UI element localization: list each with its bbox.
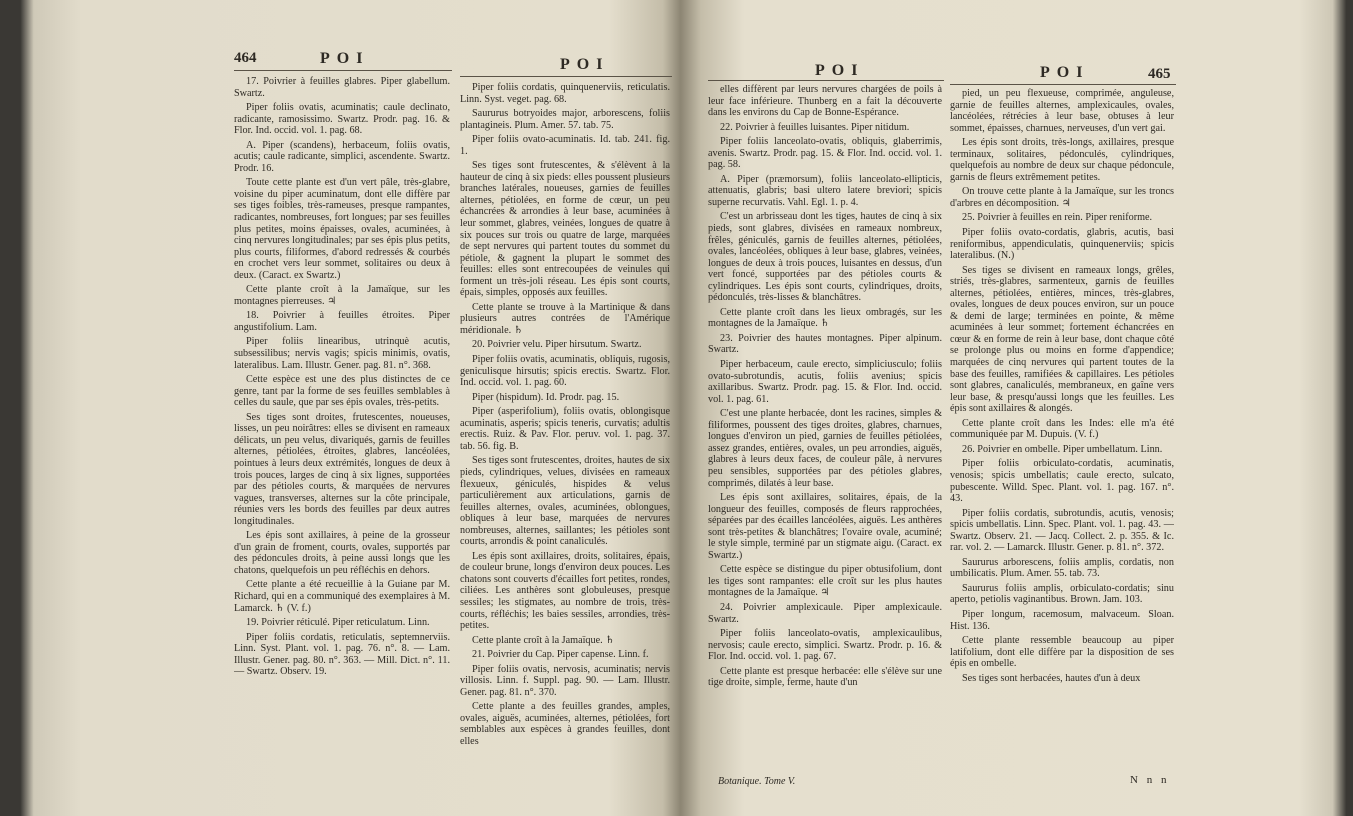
paragraph: Piper foliis cordatis, quinquenerviis, reticulatis. Linn. Syst. veget. pag. 68. (460, 82, 670, 105)
paragraph: Piper (hispidum). Id. Prodr. pag. 15. (472, 391, 620, 403)
paragraph: Piper foliis lanceolato-ovatis, amplexicaulibus, nervosis; caule erecto, simplici. Swartz. Prodr. p. 16. & Flor. Ind. occid. vol. 1. pag. 67. (708, 628, 942, 663)
paragraph: 20. Poivrier velu. Piper hirsutum. Swartz. (472, 339, 642, 351)
page-number-left: 464 (234, 50, 257, 66)
paragraph: Piper foliis orbiculato-cordatis, acuminatis, venosis; spicis umbellatis; caule erecto, sulcato, pubescente. Willd. Spec. Plant. vol. 1. pag. 167. n°. 43. (950, 458, 1174, 505)
header-rule-right (708, 80, 944, 81)
paragraph: Piper foliis ovatis, acuminatis; caule declinato, radicante, ramosissimo. Swartz. Prodr. pag. 16. & Flor. Ind. occid. vol. 1. pag. 68. (234, 102, 450, 137)
paragraph: 17. Poivrier à feuilles glabres. Piper glabellum. Swartz. (234, 76, 450, 99)
paragraph: Ses tiges sont frutescentes, & s'élèvent à la hauteur de cinq à six pieds: elles poussent plusieurs branches latérales, noueuses, garnies de feuilles alternes, pétiolées, en forme de cœur, un peu échancrées & arrondies à leur base, acuminées à leur sommet, glabres, veinées, longues de quatre à six pouces sur trois ou quatre de large, marquées de sept nervures qui partent toutes du sommet du pétiole, & gagnent la plupart le sommet des feuilles: elles sont entrecoupées de veinules qui forment un très-joli réseau. Les épis sont courts, épais, simples, opposés aux feuilles. (460, 160, 670, 299)
paragraph: Piper foliis ovatis, nervosis, acuminatis; nervis villosis. Linn. f. Suppl. pag. 90. — Lam. Illustr. Gener. pag. 81. n°. 370. (460, 663, 670, 698)
paragraph: Piper foliis ovatis, acuminatis, obliquis, rugosis, geniculisque hirsutis; spicis erectis. Swartz. Flor. Ind. occid. vol. 1. pag. 60. (460, 354, 670, 389)
paragraph: A. Piper (scandens), herbaceum, foliis ovatis, acutis; caule radicante, simplici, ascendente. Swartz. Prodr. 16. (234, 139, 450, 174)
running-head-right: POI (815, 62, 865, 79)
paragraph: 21. Poivrier du Cap. Piper capense. Linn. f. (472, 649, 649, 661)
paragraph: Saururus arborescens, foliis amplis, cordatis, non umbilicatis. Plum. Amer. 55. tab. 73. (950, 556, 1174, 580)
header-rule-right-col2 (950, 84, 1176, 85)
paragraph: Cette plante se trouve à la Martinique & dans plusieurs autres contrées de l'Amérique méridionale. ♄ (460, 301, 670, 336)
paragraph: 22. Poivrier à feuilles luisantes. Piper nitidum. (720, 121, 910, 133)
column-p465a (708, 84, 942, 784)
page-number-right: 465 (1148, 66, 1171, 82)
paragraph: C'est un arbrisseau dont les tiges, hautes de cinq à six pieds, sont glabres, divisées en rameaux nombreux, frêles, géniculés, garnis de feuilles alternes, pétiolées, ovales, lancéolées, obliques à leur base, glabres, veinées, longues de deux à trois pouces, luisantes en dessus, d'un vert foncé, supportées par des pétioles courts & cylindriques. Les épis sont courts, cylindriques, droits, pédonculés, très-lisses & blanchâtres. (708, 211, 942, 304)
paragraph: Saururus botryoides major, arborescens, foliis plantagineis. Plum. Amer. 57. tab. 75. (460, 108, 670, 131)
paragraph: Les épis sont axillaires, solitaires, épais, de la longueur des feuilles, composés de fleurs rapprochées, séparées par des écailles lancéolées, aiguës. Les anthères sont très-petites & blanchâtres; l'ovaire ovale, acuminé; le style simple, terminé par un stigmate aigu. (Caract. ex Swartz.) (708, 492, 942, 561)
paragraph: On trouve cette plante à la Jamaïque, sur les troncs d'arbres en décomposition. ♃ (950, 186, 1174, 209)
paragraph: Ses tiges sont frutescentes, droites, hautes de six pieds, cylindriques, velues, divisées en rameaux flexueux, géniculés, hispides & velus particulièrement aux articulations, garnis de feuilles alternes, ovales, acuminées, oblongues, obliques à leur base, marquées de nervures nombreuses, alternes, saillantes; les pétioles sont courts, arrondis & point canaliculés. (460, 455, 670, 548)
header-rule-left-col2 (460, 76, 672, 77)
column-p464b (460, 82, 670, 752)
running-head-right-col2: POI (1040, 64, 1090, 81)
header-rule-left (234, 70, 452, 71)
paragraph: C'est une plante herbacée, dont les racines, simples & filiformes, poussent des tiges droites, glabres, charnues, longues d'environ un pied, garnies de feuilles pétiolées, assez grandes, entières, ovales, un peu arrondies, aiguës, glabres à leurs deux faces, de couleur pâle, à nervures peu sensibles, supportées par des pétioles glabres, comprimés, dilatés à leur base. (708, 408, 942, 489)
paragraph: Les épis sont droits, très-longs, axillaires, presque terminaux, solitaires, pédonculés, cylindriques, quelquefois au nombre de deux sur chaque pédoncule, garnis de fleurs extrêmement petites. (950, 137, 1174, 183)
paragraph: 26. Poivrier en ombelle. Piper umbellatum. Linn. (962, 443, 1163, 455)
paragraph: 25. Poivrier à feuilles en rein. Piper reniforme. (962, 212, 1153, 224)
paragraph: elles diffèrent par leurs nervures chargées de poils à leur face inférieure. Thunberg en a fait la découverte dans les environs du Cap de Bonne-Espérance. (708, 84, 942, 119)
paragraph: Les épis sont axillaires, droits, solitaires, épais, de couleur brune, longs d'environ deux pouces. Les chatons sont couverts d'écailles fort petites, rondes, ciliées. Les anthères sont globuleuses, presque sessiles; les stigmates, au nombre de trois, très-courts, réfléchis; les baies sessiles, arrondies, très-petites. (460, 550, 670, 632)
paragraph: Cette plante ressemble beaucoup au piper latifolium, dont elle diffère par la disposition de ses épis en ombelle. (950, 635, 1174, 670)
paragraph: Cette plante croît à la Jamaïque, sur les montagnes pierreuses. ♃ (234, 284, 450, 307)
paragraph: Piper foliis linearibus, utrinquè acutis, subsessilibus; nervis vagis; spicis minimis, ovatis, lateralibus. Lam. Illustr. Gener. pag. 81. n°. 368. (234, 336, 450, 371)
paragraph: Cette plante a été recueillie à la Guiane par M. Richard, qui en a communiqué des exemplaires à M. Lamarck. ♄ (V. f.) (234, 579, 450, 614)
paragraph: 24. Poivrier amplexicaule. Piper amplexicaule. Swartz. (708, 601, 942, 625)
paragraph: Cette espèce se distingue du piper obtusifolium, dont les tiges sont rampantes: elle croît sur les plus hautes montagnes de la Jamaïque. ♃ (708, 564, 942, 599)
paragraph: Toute cette plante est d'un vert pâle, très-glabre, voisine du piper acuminatum, dont elle diffère par ses tiges foibles, très-rameuses, presque rampantes, radicantes, nombreuses, fort longues; par ses feuilles plus petites, moins épaisses, ovales, acuminées, à cinq nervures longitudinales; par ses épis plus petits, plus courts, filiformes, d'abord redressés & courbés en crochet vers leur sommet, solitaires ou deux à deux. (Caract. ex Swartz.) (234, 177, 450, 281)
signature-mark: N n n (1130, 774, 1170, 786)
paragraph: A. Piper (præmorsum), foliis lanceolato-ellipticis, attenuatis, glabris; basi ultero latere breviori; spicis superne recurvatis. Vahl. Egl. 1. p. 4. (708, 173, 942, 208)
paragraph: Cette plante a des feuilles grandes, amples, ovales, aiguës, acuminées, alternes, pétiolées, fort semblables aux espèces à grandes feuilles, dont elles (460, 701, 670, 747)
paragraph: Cette plante est presque herbacée: elle s'élève sur une tige droite, simple, ferme, haute d'un (708, 665, 942, 689)
paragraph: Piper foliis ovato-cordatis, glabris, acutis, basi reniformibus, appendiculatis, quinquenerviis; spicis lateralibus. (N.) (950, 227, 1174, 262)
footer-volume: Botanique. Tome V. (718, 776, 796, 787)
running-head-left: POI (320, 50, 370, 67)
paragraph: Ses tiges sont herbacées, hautes d'un à deux (962, 672, 1141, 684)
paragraph: Cette plante croît dans les Indes: elle m'a été communiquée par M. Dupuis. (V. f.) (950, 417, 1174, 441)
paragraph: Les épis sont axillaires, à peine de la grosseur d'un grain de froment, courts, ovales, supportés par des pédoncules droits, à peine aussi longs que les chatons, quelquefois un peu réfléchis en dehors. (234, 530, 450, 576)
paragraph: 19. Poivrier réticulé. Piper reticulatum. Linn. (246, 617, 430, 629)
column-p464 (234, 76, 450, 736)
paragraph: Ses tiges se divisent en rameaux longs, grêles, striés, très-glabres, sarmenteux, garnis de feuilles alternes, pétiolées, entières, minces, très-glabres, ovales, longues de deux pouces environ, sur un pouce & demi de large; terminées en pointe, & même acuminées à leur sommet; fortement échancrées en cœur & en forme de rein à leur base, dont chaque côté se prolonge plus ou moins en forme d'appendice; marquées de cinq nervures qui partent toutes de la base des feuilles, ramifiées & capillaires. Les pétioles sont glabres, canaliculés, membraneux, en gaîne vers leur base, & presqu'aussi longs que les feuilles. Les épis sont axillaires & alongés. (950, 264, 1174, 415)
paragraph: Cette espèce est une des plus distinctes de ce genre, tant par la forme de ses feuilles semblables à celles du saule, que par ses épis ovales, très-petits. (234, 374, 450, 409)
running-head-left-col2: POI (560, 56, 610, 73)
paragraph: Piper foliis cordatis, subrotundis, acutis, venosis; spicis umbellatis. Linn. Spec. Plant. vol. 1. pag. 43. — Swartz. Observ. 21. — Jacq. Collect. 2. p. 355. & Ic. rar. vol. 2. — Lamarck. Illustr. Gener. p. 81. n°. 372. (950, 507, 1174, 554)
paragraph: Cette plante croît dans les lieux ombragés, sur les montagnes de la Jamaïque. ♄ (708, 306, 942, 330)
paragraph: Piper foliis cordatis, reticulatis, septemnerviis. Linn. Syst. Plant. vol. 1. pag. 76. n°. 8. — Lam. Illustr. Gener. pag. 80. n°. 363. — Mill. Dict. n°. 11. — Swartz. Observ. 19. (234, 631, 450, 678)
paragraph: 23. Poivrier des hautes montagnes. Piper alpinum. Swartz. (708, 332, 942, 356)
column-p465 (950, 88, 1174, 774)
paragraph: 18. Poivrier à feuilles étroites. Piper angustifolium. Lam. (234, 310, 450, 333)
paragraph: pied, un peu flexueuse, comprimée, anguleuse, garnie de feuilles alternes, amplexicaules, ovales, lancéolées, rétrécies à leur base, obtuses à leur sommet, épaisses, charnues, nerveuses, d'un vert gai. (950, 88, 1174, 134)
paragraph: Piper longum, racemosum, malvaceum. Sloan. Hist. 136. (950, 608, 1174, 632)
paragraph: Piper foliis ovato-acuminatis. Id. tab. 241. fig. 1. (460, 134, 670, 157)
paragraph: Piper foliis lanceolato-ovatis, obliquis, glaberrimis, avenis. Swartz. Prodr. pag. 15. & Flor. Ind. occid. vol. 1. pag. 58. (708, 136, 942, 171)
paragraph: Piper herbaceum, caule erecto, simpliciusculo; foliis ovato-subrotundis, acutis, foliis avenius; spicis axillaribus. Swartz. Prodr. pag. 15. & Flor. Ind. occid. vol. 1. pag. 61. (708, 359, 942, 405)
paragraph: Piper (asperifolium), foliis ovatis, oblongisque acuminatis, asperis; spicis teneris, curvatis; adultis erectis. Ruiz. & Pav. Flor. peruv. vol. 1. pag. 37. tab. 56. fig. B. (460, 406, 670, 452)
paragraph: Ses tiges sont droites, frutescentes, noueuses, lisses, un peu noirâtres: elles se divisent en rameaux délicats, un peu velus, divariqués, garnis de feuilles alternes, pétiolées, étroites, glabres, lancéolées, pointues à leurs deux extrémités, longues de deux à trois pouces, larges de cinq à six lignes, supportées par des pétioles courts, & marquées de nervures vagues, transverses, alternes sur la côte principale, réunies vers les bords des feuilles par deux autres longitudinales. (234, 411, 450, 527)
paragraph: Cette plante croît à la Jamaïque. ♄ (472, 634, 615, 646)
paragraph: Saururus foliis amplis, orbiculato-cordatis; sinu aperto, petiolis vaginantibus. Brown. Jam. 103. (950, 582, 1174, 606)
